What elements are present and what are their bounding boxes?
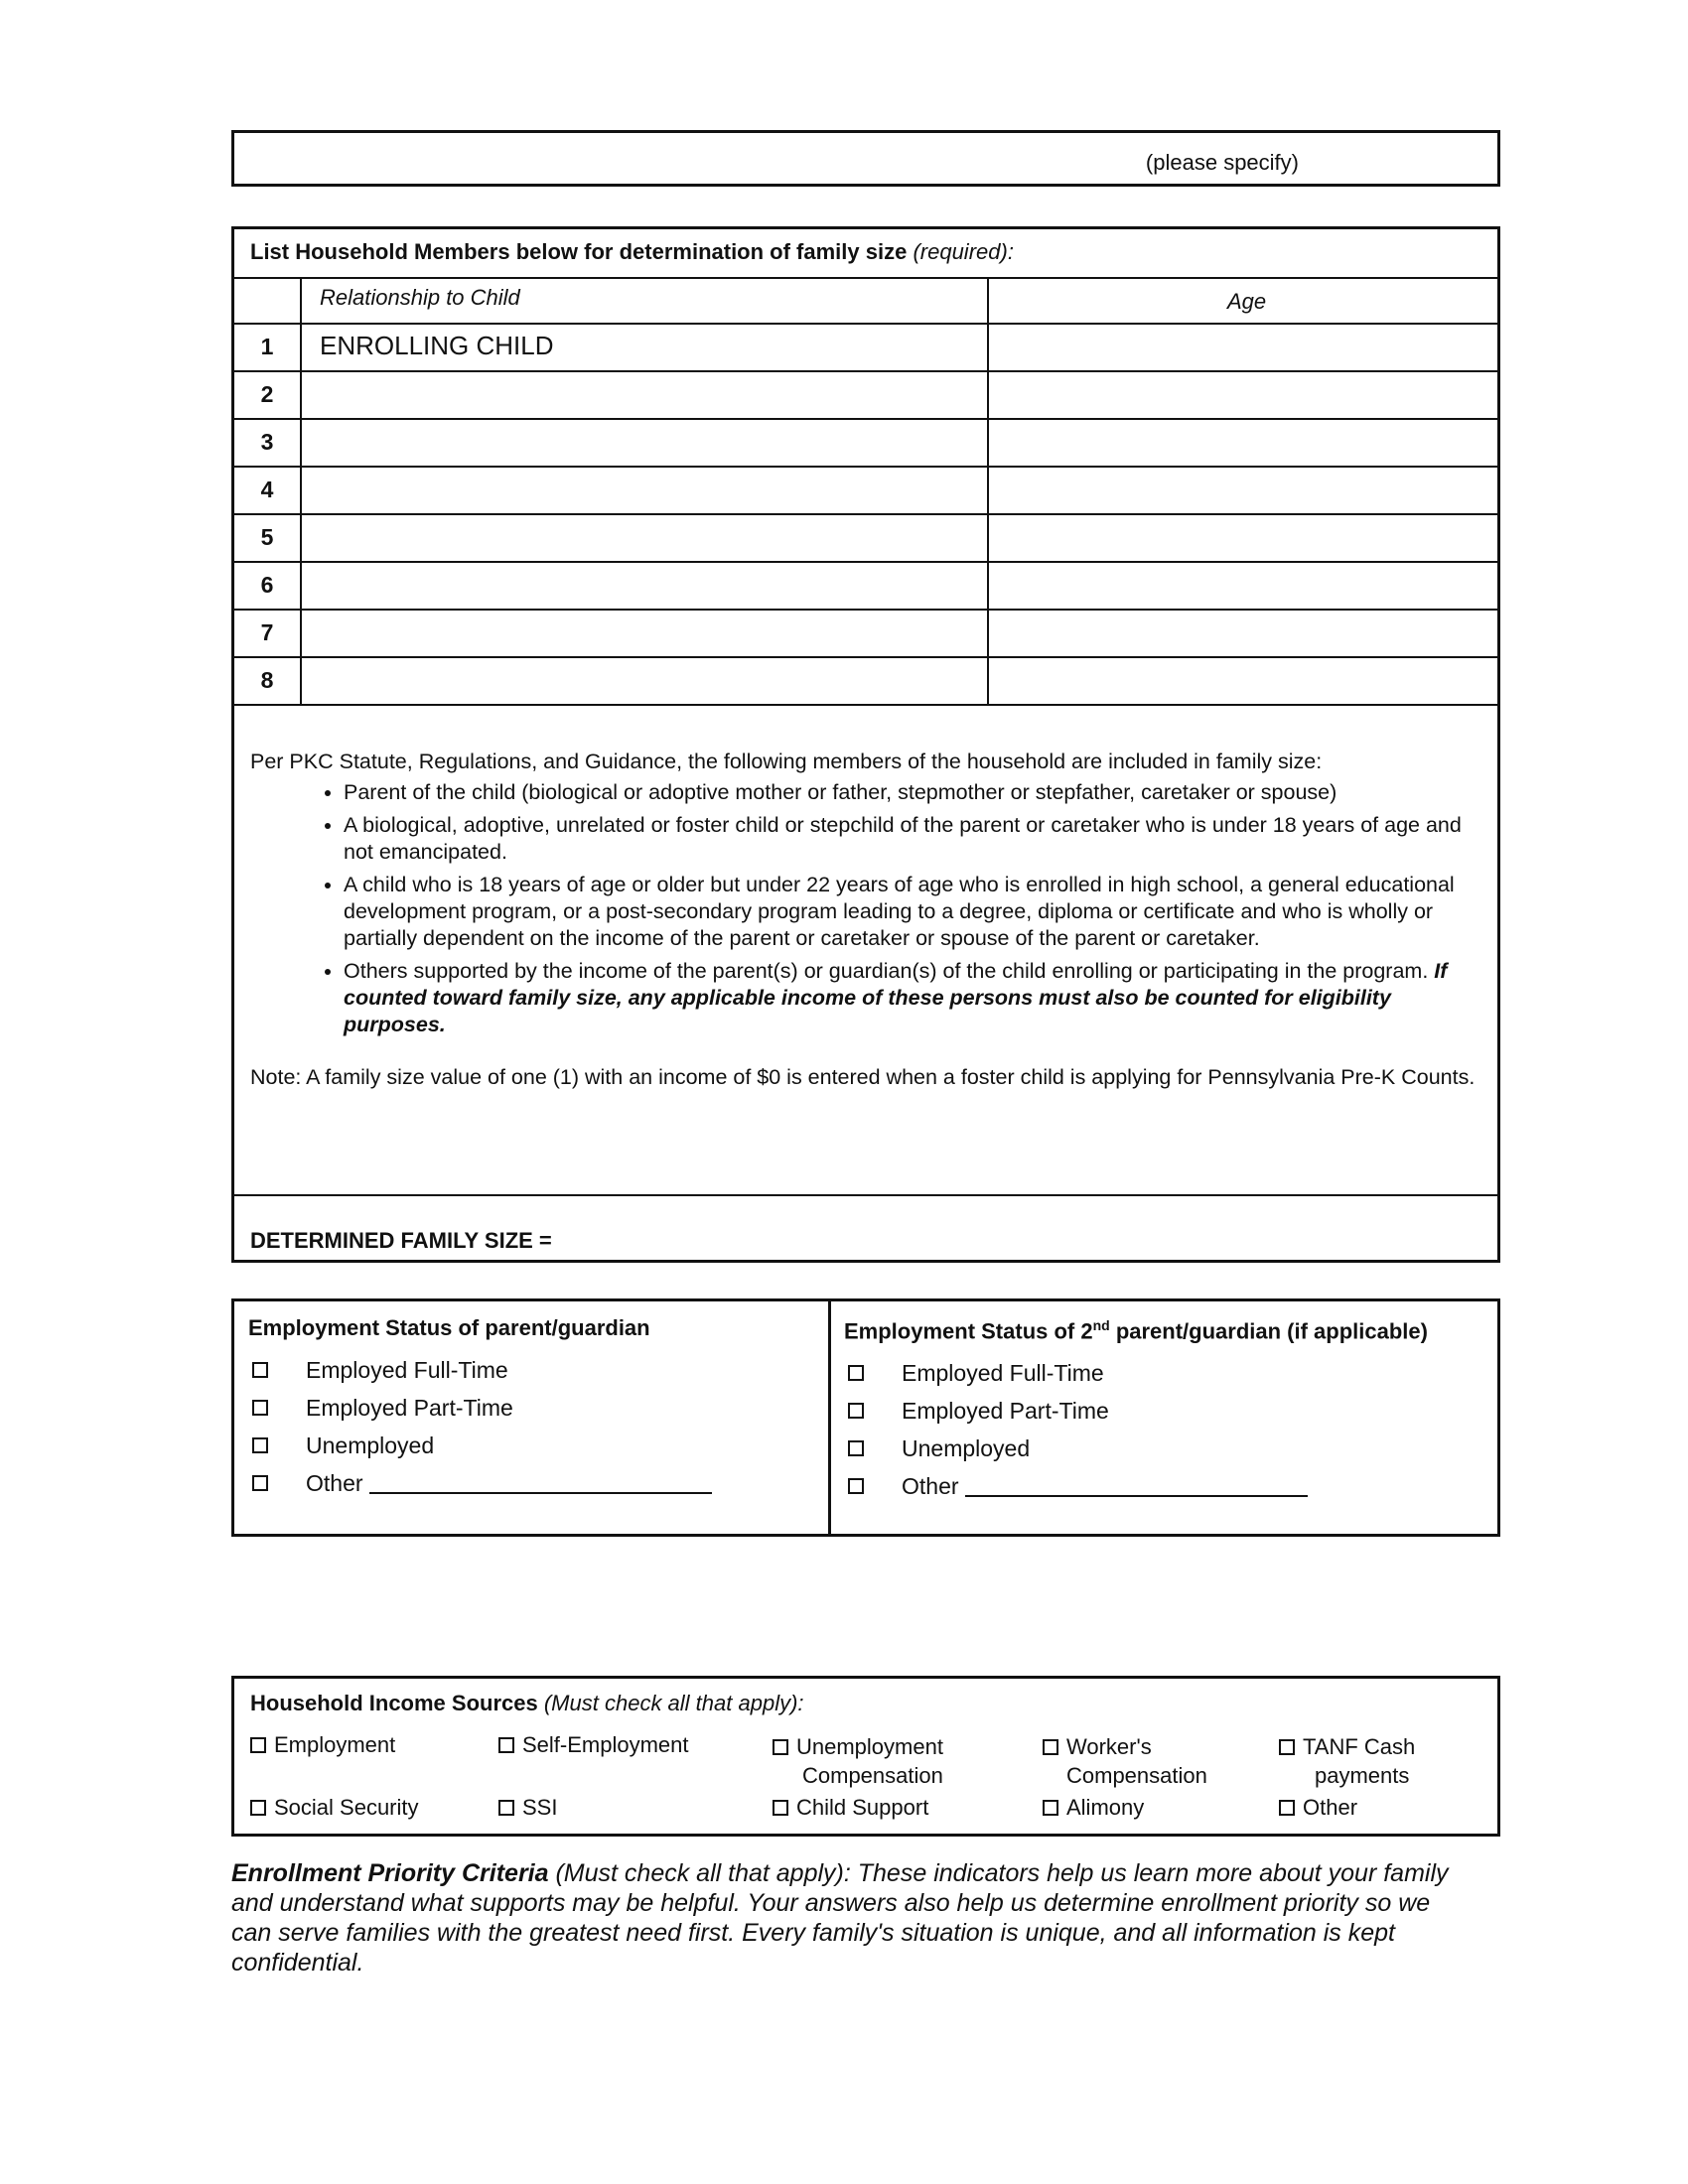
income-employment-option[interactable] <box>250 1730 395 1759</box>
determined-family-size-label: DETERMINED FAMILY SIZE = <box>250 1228 552 1253</box>
row-number: 8 <box>260 667 274 693</box>
income-title-text: Household Income Sources <box>250 1691 538 1715</box>
unemployed-option[interactable] <box>248 1427 712 1464</box>
income-tanf-option[interactable] <box>1279 1732 1415 1790</box>
household-members-section <box>231 226 1500 1263</box>
option-label: Worker's <box>1066 1734 1152 1759</box>
checkbox[interactable] <box>252 1437 268 1453</box>
row-number: 7 <box>260 619 274 645</box>
option-label-line2: Compensation <box>1066 1763 1207 1788</box>
other-specify-field[interactable] <box>231 130 1500 187</box>
option-label: Employed Part-Time <box>306 1394 513 1421</box>
guidance-item-emphasis: If counted toward family size, any applicable income of these persons must also be counted for eligibility purposes. <box>344 959 1448 1036</box>
income-child-support-option[interactable] <box>773 1793 928 1822</box>
income-title-required: (Must check all that apply): <box>543 1691 804 1715</box>
row-number: 4 <box>260 477 274 502</box>
option-label: Unemployed <box>306 1432 435 1458</box>
checkbox[interactable] <box>1043 1739 1058 1755</box>
column-header-row <box>234 277 1497 325</box>
table-row[interactable] <box>234 418 1497 468</box>
income-alimony-option[interactable] <box>1043 1793 1144 1822</box>
income-workers-comp-option[interactable] <box>1043 1732 1207 1790</box>
checkbox[interactable] <box>1279 1739 1295 1755</box>
checkbox[interactable] <box>848 1403 864 1419</box>
title-row <box>234 229 1497 279</box>
household-income-sources-section <box>231 1676 1500 1837</box>
option-label: Social Security <box>274 1795 419 1820</box>
table-row[interactable] <box>234 656 1497 706</box>
parent-employment-title: Employment Status of parent/guardian <box>248 1315 650 1340</box>
employed-part-time-option[interactable] <box>248 1389 712 1427</box>
guidance-intro: Per PKC Statute, Regulations, and Guidance, the following members of the household are included in family size: <box>250 750 1323 773</box>
table-row[interactable] <box>234 561 1497 611</box>
employment-status-section <box>231 1298 1500 1537</box>
option-label: Employed Part-Time <box>902 1397 1109 1424</box>
checkbox[interactable] <box>498 1800 514 1816</box>
table-row[interactable] <box>234 609 1497 658</box>
family-size-guidance <box>250 749 1479 1091</box>
income-unemployment-option[interactable] <box>773 1732 943 1790</box>
table-row[interactable] <box>234 370 1497 420</box>
checkbox[interactable] <box>773 1739 788 1755</box>
enrollment-priority-paragraph <box>231 1858 1473 1978</box>
option-label: Other <box>306 1469 363 1496</box>
checkbox[interactable] <box>250 1800 266 1816</box>
option-label: Self-Employment <box>522 1732 689 1757</box>
option-label-line2: payments <box>1315 1763 1410 1788</box>
table-row[interactable] <box>234 513 1497 563</box>
option-label-line2: Compensation <box>802 1763 943 1788</box>
option-label: SSI <box>522 1795 558 1820</box>
title-superscript: nd <box>1092 1317 1110 1333</box>
table-row[interactable] <box>234 466 1497 515</box>
enrollment-priority-text: (Must check all that apply): These indicators help us learn more about your family and understand what supports may be helpful. Your answers also help us determine enrollment priority so we can serve families with the greatest need first. Every family's situation is unique, and all information is kept confidential. <box>231 1859 1449 1977</box>
income-social-security-option[interactable] <box>250 1793 419 1822</box>
option-label: Alimony <box>1066 1795 1145 1820</box>
option-label: TANF Cash <box>1303 1734 1416 1759</box>
unemployed-option[interactable] <box>844 1430 1428 1467</box>
checkbox[interactable] <box>1279 1800 1295 1816</box>
household-title-required: (required): <box>913 239 1014 264</box>
other-blank-line[interactable] <box>369 1472 712 1494</box>
employed-full-time-option[interactable] <box>248 1351 712 1389</box>
employed-part-time-option[interactable] <box>844 1392 1428 1430</box>
option-label: Other <box>902 1472 959 1499</box>
divider <box>234 1194 1497 1196</box>
guidance-item: • A biological, adoptive, unrelated or foster child or stepchild of the parent or caretaker who is under 18 years of age and not emancipated. <box>344 812 1479 866</box>
title-part: parent/guardian (if applicable) <box>1109 1318 1428 1344</box>
relationship-column-header: Relationship to Child <box>320 285 520 310</box>
row-number: 2 <box>260 381 274 407</box>
parent-employment-column <box>248 1315 712 1502</box>
column-divider <box>828 1301 831 1534</box>
row-number: 1 <box>260 334 274 359</box>
checkbox[interactable] <box>250 1737 266 1753</box>
option-label: Child Support <box>796 1795 929 1820</box>
checkbox[interactable] <box>1043 1800 1058 1816</box>
option-label: Unemployed <box>902 1434 1031 1461</box>
foster-child-note: Note: A family size value of one (1) with an income of $0 is entered when a foster child is applying for Pennsylvania Pre-K Counts. <box>250 1065 1476 1089</box>
enrollment-priority-heading: Enrollment Priority Criteria <box>231 1859 549 1887</box>
income-self-employment-option[interactable] <box>498 1730 689 1759</box>
second-parent-employment-column <box>844 1317 1428 1505</box>
checkbox[interactable] <box>848 1440 864 1456</box>
guidance-list <box>250 779 1479 1038</box>
column-divider <box>300 277 302 704</box>
relationship-cell[interactable]: ENROLLING CHILD <box>320 331 554 360</box>
income-other-option[interactable] <box>1279 1793 1357 1822</box>
second-parent-employment-title <box>844 1317 1428 1344</box>
title-part: Employment Status of 2 <box>844 1318 1093 1344</box>
checkbox[interactable] <box>252 1475 268 1491</box>
guidance-item: • A child who is 18 years of age or older but under 22 years of age who is enrolled in high school, a general educational development program, or a post-secondary program leading to a degree, diploma or certificate and who is wholly or partially dependent on the income of the parent or caretaker or spouse of the parent or caretaker. <box>344 872 1479 952</box>
row-number: 6 <box>260 572 274 598</box>
checkbox[interactable] <box>252 1362 268 1378</box>
checkbox[interactable] <box>773 1800 788 1816</box>
other-blank-line[interactable] <box>965 1475 1308 1497</box>
please-specify-hint: (please specify) <box>1145 150 1299 175</box>
other-option[interactable] <box>844 1467 1428 1505</box>
option-label: Employment <box>274 1732 396 1757</box>
option-label: Employed Full-Time <box>306 1356 508 1383</box>
guidance-item <box>344 958 1479 1038</box>
column-divider <box>987 277 989 704</box>
income-sources-title <box>250 1691 804 1716</box>
checkbox[interactable] <box>252 1400 268 1416</box>
age-column-header: Age <box>1227 289 1267 314</box>
option-label: Unemployment <box>796 1734 943 1759</box>
table-row[interactable] <box>234 323 1497 372</box>
checkbox[interactable] <box>498 1737 514 1753</box>
option-label: Other <box>1303 1795 1358 1820</box>
guidance-item: • Parent of the child (biological or adoptive mother or father, stepmother or stepfather, caretaker or spouse) <box>344 779 1479 806</box>
checkbox[interactable] <box>848 1478 864 1494</box>
checkbox[interactable] <box>848 1365 864 1381</box>
row-number: 3 <box>260 429 274 455</box>
option-label: Employed Full-Time <box>902 1359 1104 1386</box>
row-number: 5 <box>260 524 274 550</box>
other-option[interactable] <box>248 1464 712 1502</box>
guidance-item-text: Others supported by the income of the parent(s) or guardian(s) of the child enrolling or participating in the program. <box>344 959 1429 983</box>
household-title-text: List Household Members below for determination of family size <box>250 239 908 264</box>
employed-full-time-option[interactable] <box>844 1354 1428 1392</box>
income-ssi-option[interactable] <box>498 1793 557 1822</box>
